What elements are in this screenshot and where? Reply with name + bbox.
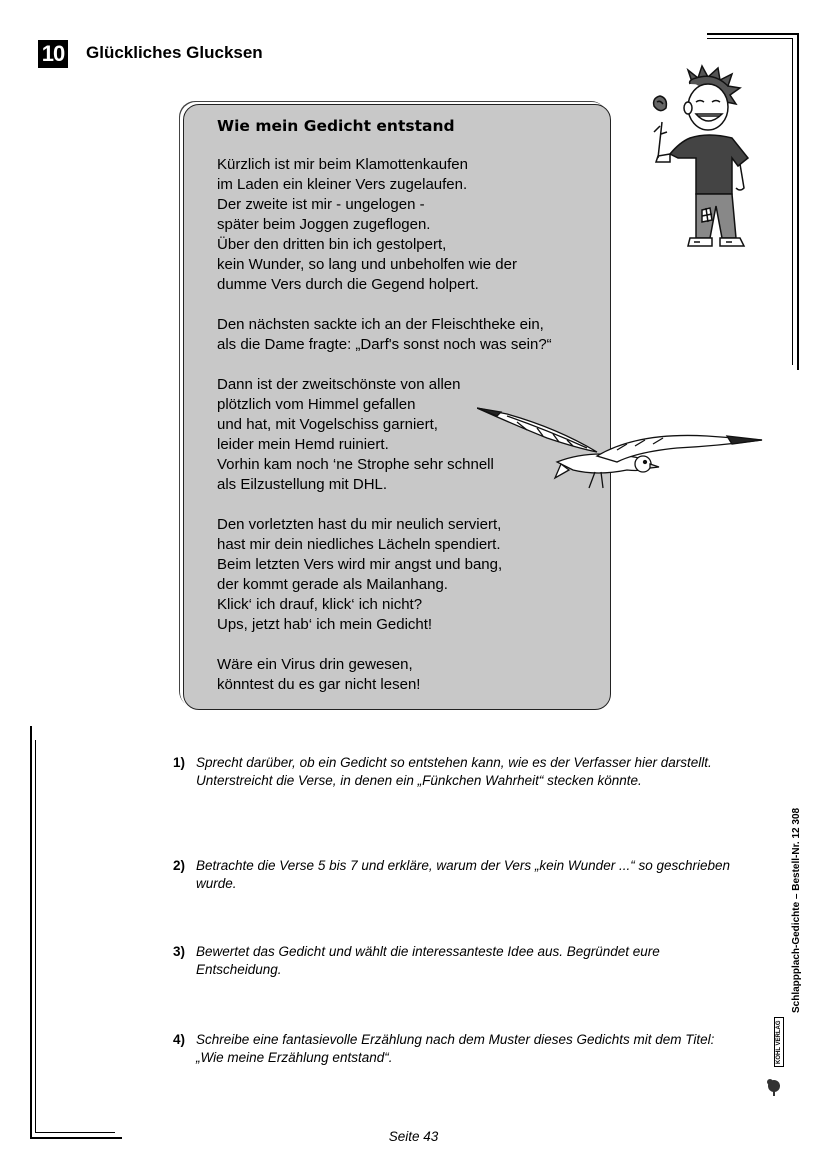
task-number: 1) <box>173 755 186 770</box>
poem-stanza: Dann ist der zweitschönste von allen plötzlich vom Himmel gefallen und hat, mit Vogelschiss garniert, leider mein Hemd ruiniert. Vorhin kam noch ‘ne Strophe sehr schnell als Eilzustellung mit DHL. <box>217 376 494 493</box>
task-text: Bewertet das Gedicht und wählt die interessanteste Idee aus. Begründet eure Entscheidung. <box>196 944 660 977</box>
poem-stanza: Den nächsten sackte ich an der Fleischtheke ein, als die Dame fragte: „Darf's sonst noch was sein?“ <box>217 316 552 353</box>
task-number: 3) <box>173 944 186 959</box>
poem-stanza: Den vorletzten hast du mir neulich serviert, hast mir dein niedliches Lächeln spendiert. Beim letzten Vers wird mir angst und bang, der kommt gerade als Mailanhang. Klick‘ ich drauf, klick‘ ich nicht? Ups, jetzt hab‘ ich mein Gedicht! <box>217 516 503 633</box>
publisher-tree-logo <box>766 1066 782 1096</box>
chapter-number: 10 <box>38 40 68 68</box>
boy-with-rose-illustration <box>640 62 755 252</box>
frame-line-top-right-h2 <box>707 38 793 39</box>
task-number: 2) <box>173 858 186 873</box>
task-number: 4) <box>173 1032 186 1047</box>
poem-stanza: Kürzlich ist mir beim Klamottenkaufen im Laden ein kleiner Vers zugelaufen. Der zweite ist mir - ungelogen - später beim Joggen zugeflogen. Über den dritten bin ich gestolpert, kein Wunder, so lang und unbeholfen wie der dumme Vers durch die Gegend holpert. <box>217 156 517 293</box>
task-text: Sprecht darüber, ob ein Gedicht so entstehen kann, wie es der Verfasser hier darstellt. Unterstreicht die Verse, in denen ein „Fünkchen Wahrheit“ stecken könnte. <box>196 755 712 788</box>
poem-title: Wie mein Gedicht entstand <box>217 117 455 135</box>
page-number: Seite 43 <box>388 1129 439 1144</box>
frame-line-top-right-v <box>797 33 799 370</box>
frame-line-bottom-left-v <box>30 726 32 1138</box>
chapter-title: Glückliches Glucksen <box>86 43 263 62</box>
task-text: Schreibe eine fantasievolle Erzählung nach dem Muster dieses Gedichts mit dem Titel: „Wie meine Erzählung entstand“. <box>196 1032 715 1065</box>
publisher-name: KOHL VERLAG <box>774 1017 784 1067</box>
order-number-label: Schlappplach-Gedichte – Bestell-Nr. 12 308 <box>791 807 802 1013</box>
seagull-illustration <box>477 400 767 500</box>
frame-line-bottom-left-v2 <box>35 740 36 1132</box>
frame-line-top-right-v2 <box>792 38 793 365</box>
task-text: Betrachte die Verse 5 bis 7 und erkläre, warum der Vers „kein Wunder ...“ so geschrieben wurde. <box>196 858 731 891</box>
poem-stanza: Wäre ein Virus drin gewesen, könntest du es gar nicht lesen! <box>217 656 421 693</box>
frame-line-top-right-h <box>707 33 797 35</box>
